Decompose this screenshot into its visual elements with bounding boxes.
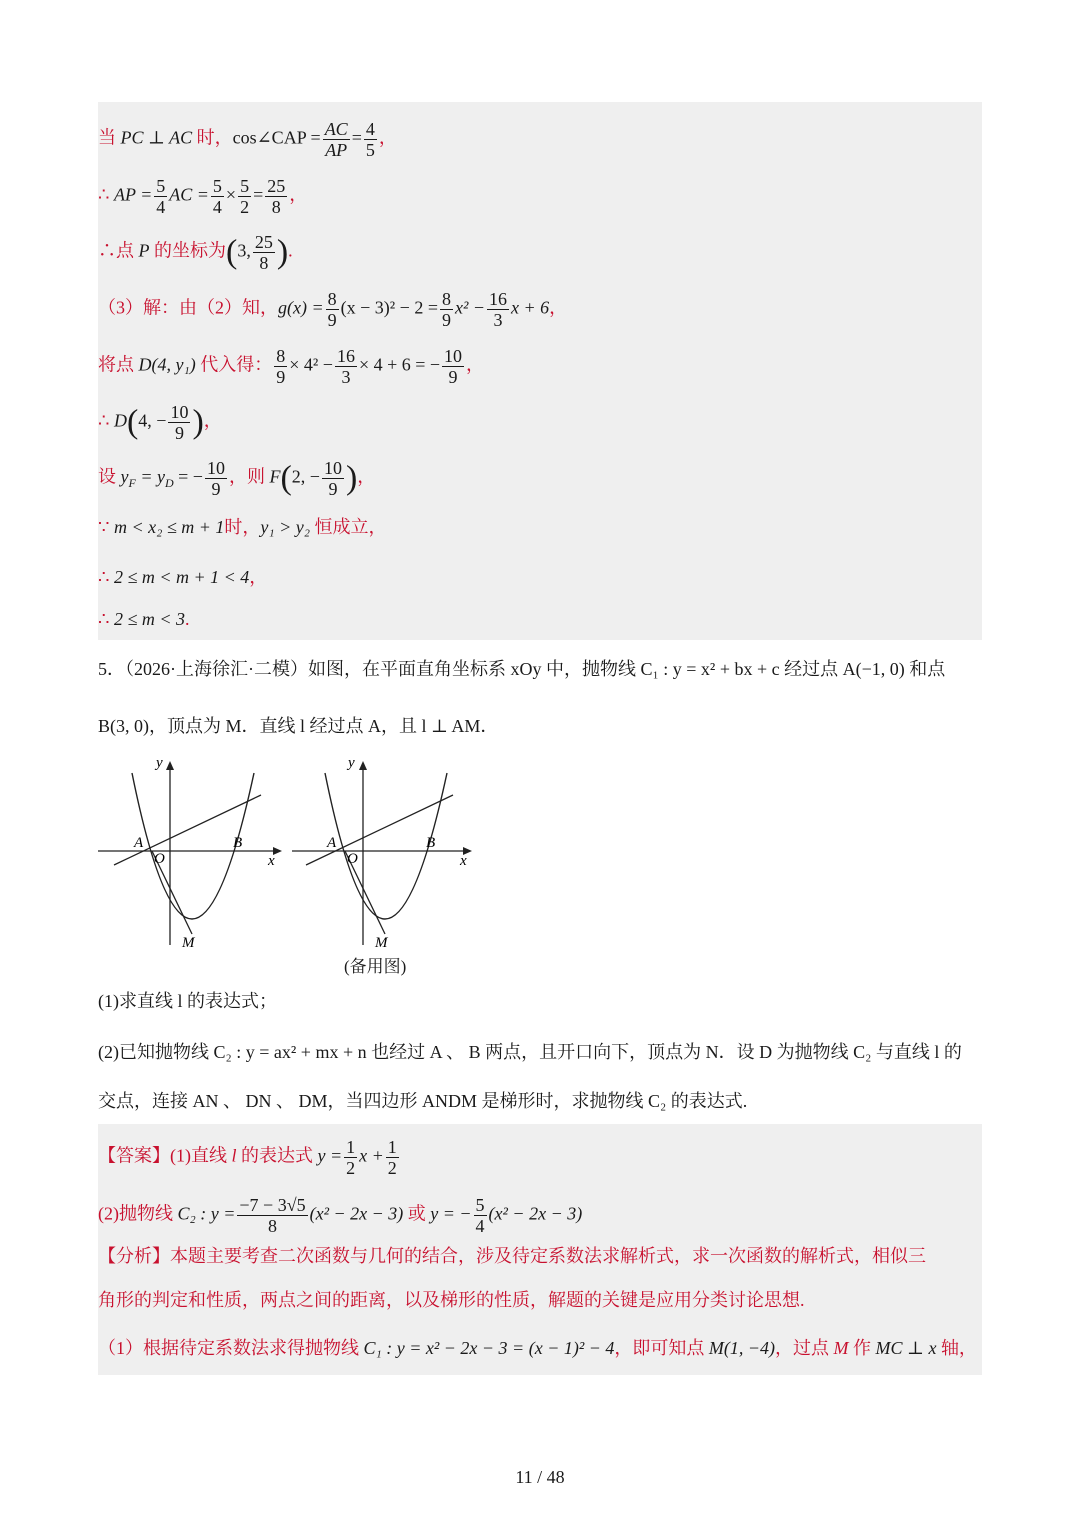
- label-y: y: [156, 755, 163, 771]
- text: （3）解：由（2）知，: [98, 297, 278, 318]
- solution-line-7: [98, 458, 375, 499]
- numerator: 5: [212, 176, 222, 196]
- math: (x² − 2x − 3): [488, 1203, 583, 1224]
- page-number: 11 / 48: [515, 1467, 565, 1487]
- text: ∴点: [98, 240, 139, 261]
- math: = −: [173, 466, 203, 487]
- fraction: [211, 176, 224, 217]
- numerator: −7 − 3√5: [239, 1195, 306, 1215]
- analysis-line-1: [98, 1244, 926, 1268]
- solution-line-4: [98, 289, 567, 330]
- solution-line-8: [98, 515, 387, 539]
- text: ，过点: [775, 1338, 834, 1358]
- question-2-cont: 交点，连接 AN 、 DN 、 DM，当四边形 ANDM 是梯形时，求抛物线 C₂ 的表达式.: [98, 1091, 748, 1111]
- solution-line-3: [98, 232, 293, 273]
- figure-backup: [290, 755, 480, 950]
- math: × 4 + 6 = −: [358, 354, 441, 375]
- denominator: 4: [212, 197, 222, 217]
- numerator: 10: [323, 458, 342, 478]
- solution-line-5: [98, 346, 484, 387]
- math: D: [113, 410, 127, 431]
- text: ，: [466, 354, 485, 375]
- paren: (: [126, 403, 139, 441]
- label-m: M: [375, 935, 388, 950]
- math: x +: [359, 1145, 384, 1166]
- subscript: D: [164, 476, 174, 491]
- label-a: A: [327, 835, 337, 851]
- paren: ): [345, 459, 358, 497]
- label-b: B: [233, 835, 243, 851]
- math: 2, −: [291, 466, 320, 487]
- problem-line-2: B(3, 0)，顶点为 M．直线 l 经过点 A，且 l ⊥ AM．: [98, 716, 499, 736]
- label-x: x: [268, 853, 275, 869]
- numerator: 8: [327, 289, 337, 309]
- math: =: [351, 127, 362, 148]
- numerator: 10: [170, 402, 189, 422]
- math: M(1, −4): [708, 1338, 776, 1358]
- math: l: [231, 1145, 237, 1166]
- fraction: [154, 176, 167, 217]
- figure-main: [96, 755, 286, 950]
- text: 轴，: [936, 1338, 977, 1358]
- denominator: AP: [325, 140, 348, 160]
- fraction: [344, 1137, 357, 1178]
- denominator: 9: [276, 367, 286, 387]
- math: g(x) =: [278, 297, 324, 318]
- paren: ): [276, 233, 289, 271]
- label-b: B: [426, 835, 436, 851]
- denominator: 2: [387, 1158, 397, 1178]
- text: 作: [848, 1338, 876, 1358]
- fraction: [265, 176, 287, 217]
- text: ，则: [228, 466, 270, 487]
- fraction: [323, 119, 350, 160]
- paren: (: [226, 233, 238, 271]
- numerator: 8: [441, 289, 451, 309]
- text: ，: [549, 297, 568, 318]
- text: 将点: [98, 354, 139, 375]
- math: x² −: [454, 297, 486, 318]
- text: ∴: [98, 184, 114, 205]
- numerator: 16: [489, 289, 508, 309]
- math: 2 ≤ m < 3: [113, 609, 185, 629]
- text: 设: [98, 466, 121, 487]
- text: ，即可知点: [614, 1338, 709, 1358]
- fraction: [168, 402, 190, 443]
- analysis-line-3: [98, 1336, 977, 1360]
- math: 4, −: [138, 410, 167, 431]
- answer-tag: 【答案】: [98, 1145, 170, 1166]
- text: ∴: [98, 567, 114, 587]
- math: P: [138, 240, 150, 261]
- math: C₂ : y =: [177, 1203, 236, 1224]
- math: MC ⊥ x: [875, 1338, 937, 1358]
- text: 本题主要考查二次函数与几何的结合，涉及待定系数法求解析式，求一次函数的解析式，相似三: [170, 1246, 926, 1266]
- text: ∵: [98, 517, 114, 537]
- text: 恒成立，: [310, 517, 387, 537]
- text: ，: [203, 410, 222, 431]
- math: AP =: [113, 184, 153, 205]
- denominator: 9: [174, 423, 184, 443]
- math: C₁ : y = x² − 2x − 3 = (x − 1)² − 4: [363, 1338, 615, 1358]
- denominator: 3: [341, 367, 351, 387]
- numerator: 5: [156, 176, 166, 196]
- math: =: [253, 184, 264, 205]
- fraction: [326, 289, 339, 330]
- denominator: 9: [441, 310, 451, 330]
- paren: (: [280, 459, 292, 497]
- fraction: [442, 346, 464, 387]
- math: PC ⊥ AC: [120, 127, 193, 148]
- text: ，: [357, 466, 376, 487]
- label-m: M: [182, 935, 195, 950]
- text: ，: [378, 127, 397, 148]
- math: M: [833, 1338, 849, 1358]
- math: F: [269, 466, 281, 487]
- numerator: 10: [444, 346, 463, 366]
- math: m < x₂ ≤ m + 1: [113, 517, 225, 537]
- label-x: x: [460, 853, 467, 869]
- fraction: [335, 346, 357, 387]
- answer-line-2: [98, 1195, 582, 1236]
- text: 当: [98, 127, 121, 148]
- text: 时，: [192, 127, 233, 148]
- fraction: [322, 458, 344, 499]
- fraction: [253, 232, 275, 273]
- math: x + 6: [511, 297, 550, 318]
- math: y₁ > y₂: [260, 517, 311, 537]
- solution-line-6: [98, 402, 222, 443]
- numerator: 5: [240, 176, 250, 196]
- denominator: 5: [365, 140, 375, 160]
- fraction: [205, 458, 227, 499]
- math: y = −: [430, 1203, 472, 1224]
- label-o: O: [154, 851, 165, 867]
- fraction: [364, 119, 377, 160]
- numerator: 16: [336, 346, 355, 366]
- denominator: 8: [268, 1216, 277, 1236]
- math: 2 ≤ m < m + 1 < 4: [113, 567, 250, 587]
- math: (x − 3)² − 2 =: [340, 297, 438, 318]
- numerator: 25: [254, 232, 273, 252]
- denominator: 8: [271, 197, 281, 217]
- question-1: (1)求直线 l 的表达式；: [98, 991, 277, 1011]
- analysis-tag: 【分析】: [98, 1246, 170, 1266]
- numerator: 25: [267, 176, 286, 196]
- numerator: 8: [276, 346, 286, 366]
- problem-line-1: 5．（2026·上海徐汇·二模）如图，在平面直角坐标系 xOy 中，抛物线 C₁ : y = x² + bx + c 经过点 A(−1, 0) 和点: [98, 659, 946, 679]
- text: （1）根据待定系数法求得抛物线: [98, 1338, 364, 1358]
- answer-line-1: [98, 1137, 401, 1178]
- text: 代入得：: [195, 354, 273, 375]
- text: (1)直线: [170, 1145, 232, 1166]
- figure-caption: (备用图): [344, 957, 407, 976]
- numerator: 4: [365, 119, 375, 139]
- fraction: [487, 289, 509, 330]
- paren: ): [192, 403, 204, 441]
- text: 的表达式: [236, 1145, 318, 1166]
- math: 3,: [237, 240, 251, 261]
- math: y: [120, 466, 129, 487]
- subscript: F: [128, 476, 136, 491]
- numerator: 5: [475, 1195, 485, 1215]
- numerator: AC: [324, 119, 348, 139]
- text: 的坐标为: [149, 240, 226, 261]
- math: y =: [317, 1145, 343, 1166]
- denominator: 9: [211, 479, 221, 499]
- text: 或: [403, 1203, 431, 1224]
- text: .: [184, 609, 190, 629]
- fraction: [237, 1195, 307, 1236]
- numerator: 1: [387, 1137, 397, 1157]
- analysis-line-2: 角形的判定和性质，两点之间的距离，以及梯形的性质，解题的关键是应用分类讨论思想.: [98, 1290, 805, 1310]
- math: (x² − 2x − 3): [309, 1203, 404, 1224]
- denominator: 4: [475, 1216, 485, 1236]
- math: = y: [135, 466, 165, 487]
- text: ，: [289, 184, 308, 205]
- label-a: A: [134, 835, 144, 851]
- denominator: 8: [259, 253, 269, 273]
- text: .: [288, 240, 293, 261]
- math: cos∠CAP =: [232, 127, 321, 148]
- fraction: [386, 1137, 399, 1178]
- denominator: 2: [346, 1158, 356, 1178]
- math: ×: [225, 184, 237, 205]
- fraction: [440, 289, 453, 330]
- denominator: 4: [156, 197, 166, 217]
- fraction: [274, 346, 287, 387]
- text: 时，: [224, 517, 261, 537]
- text: ，: [249, 567, 268, 587]
- label-o: O: [347, 851, 358, 867]
- solution-line-10: [98, 607, 189, 631]
- label-y: y: [348, 755, 355, 771]
- text: ∴: [98, 410, 114, 431]
- denominator: 3: [493, 310, 503, 330]
- solution-line-9: [98, 565, 267, 589]
- numerator: 1: [346, 1137, 356, 1157]
- text: ∴: [98, 609, 114, 629]
- math: D(4, y₁): [138, 354, 196, 375]
- text: (2)抛物线: [98, 1203, 178, 1224]
- numerator: 10: [206, 458, 225, 478]
- denominator: 9: [448, 367, 458, 387]
- question-2: (2)已知抛物线 C₂ : y = ax² + mx + n 也经过 A 、 B 两点，且开口向下，顶点为 N．设 D 为抛物线 C₂ 与直线 l 的: [98, 1042, 962, 1062]
- denominator: 9: [327, 310, 337, 330]
- denominator: 9: [328, 479, 338, 499]
- math: AC =: [169, 184, 209, 205]
- denominator: 2: [240, 197, 250, 217]
- fraction: [238, 176, 251, 217]
- solution-line-1: [98, 119, 397, 160]
- math: × 4² −: [289, 354, 333, 375]
- fraction: [474, 1195, 487, 1236]
- solution-line-2: [98, 176, 307, 217]
